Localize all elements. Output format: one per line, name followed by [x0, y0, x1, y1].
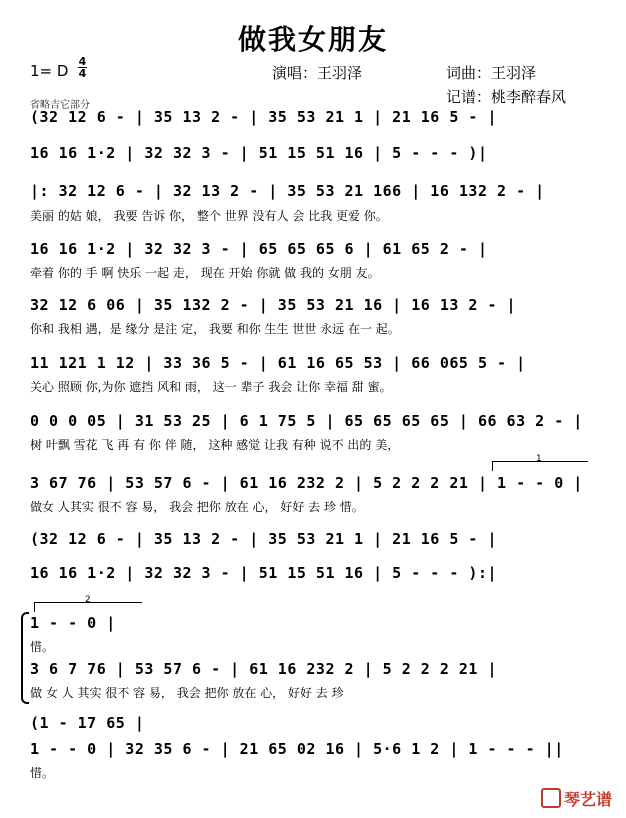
- lyric-line: 美丽 的姑 娘， 我要 告诉 你， 整个 世界 没有人 会 比我 更爱 你。: [30, 209, 388, 223]
- notation-line: 16 16 1·2 | 32 32 3 - | 65 65 65 6 | 61 65 2 - |: [30, 240, 488, 258]
- lyric-line: 牵着 你的 手 啊 快乐 一起 走， 现在 开始 你就 做 我的 女朋 友。: [30, 266, 380, 280]
- notation-line: 3 67 76 | 53 57 6 - | 61 16 232 2 | 5 2 2 2 21 | 1 - - 0 |: [30, 474, 583, 492]
- notation-line: 0 0 0 05 | 31 53 25 | 6 1 75 5 | 65 65 65 65 | 66 63 2 - |: [30, 412, 583, 430]
- notation-line: |: 32 12 6 - | 32 13 2 - | 35 53 21 166 | 16 132 2 - |: [30, 182, 545, 200]
- logo-icon: [541, 788, 561, 808]
- lyric-line: 惜。: [30, 766, 55, 780]
- notation-line: (32 12 6 - | 35 13 2 - | 35 53 21 1 | 21 16 5 - |: [30, 530, 498, 548]
- volta-2-bracket-left: [34, 602, 35, 612]
- key-signature: 1= D: [30, 62, 69, 80]
- transcriber-credit: 记谱：桃李醉春风: [446, 88, 567, 106]
- singer-credit: 演唱：王羽泽: [272, 64, 363, 82]
- lyric-line: 树 叶飘 雪花 飞 再 有 你 伴 随， 这种 感觉 让我 有种 说不 出的 美，: [30, 438, 400, 452]
- notation-line: 16 16 1·2 | 32 32 3 - | 51 15 51 16 | 5 - - - )|: [30, 144, 488, 162]
- omission-note: 省略吉它部分: [30, 100, 90, 111]
- lyric-line: 做女 人其实 很不 容 易， 我会 把你 放在 心， 好好 去 珍 惜。: [30, 500, 364, 514]
- notation-line: 11 121 1 12 | 33 36 5 - | 61 16 65 53 | 66 065 5 - |: [30, 354, 526, 372]
- notation-line: 16 16 1·2 | 32 32 3 - | 51 15 51 16 | 5 - - - ):|: [30, 564, 498, 582]
- lyric-line: 做 女 人 其实 很不 容 易， 我会 把你 放在 心， 好好 去 珍: [30, 686, 344, 700]
- volta-1-number: 1: [536, 454, 542, 464]
- notation-line: (32 12 6 - | 35 13 2 - | 35 53 21 1 | 21 16 5 - |: [30, 108, 498, 126]
- composer-credit: 词曲：王羽泽: [446, 64, 537, 82]
- lyric-line: 你和 我相 遇，是 缘分 是注 定， 我要 和你 生生 世世 永远 在一 起。: [30, 322, 400, 336]
- notation-line: 1 - - 0 |: [30, 614, 116, 632]
- notation-line: (1 - 17 65 |: [30, 714, 145, 732]
- lyric-line: 关心 照顾 你,为你 遮挡 风和 雨， 这一 辈子 我会 让你 幸福 甜 蜜。: [30, 380, 392, 394]
- watermark-logo: [541, 787, 612, 810]
- song-title: 做我女朋友: [237, 23, 388, 56]
- volta-2-number: 2: [85, 595, 91, 605]
- system-brace: [21, 612, 29, 704]
- notation-line: 3 6 7 76 | 53 57 6 - | 61 16 232 2 | 5 2 2 2 21 |: [30, 660, 498, 678]
- time-sig-bottom: 4: [78, 67, 87, 80]
- time-signature: [78, 56, 87, 79]
- watermark-text: 琴艺谱: [563, 790, 612, 809]
- lyric-line: 惜。: [30, 640, 55, 654]
- volta-1-bracket-left: [492, 461, 493, 471]
- notation-line: 32 12 6 06 | 35 132 2 - | 35 53 21 16 | 16 13 2 - |: [30, 296, 517, 314]
- time-sig-top: 4: [78, 55, 87, 68]
- notation-line: 1 - - 0 | 32 35 6 - | 21 65 02 16 | 5·6 1 2 | 1 - - - ||: [30, 740, 564, 758]
